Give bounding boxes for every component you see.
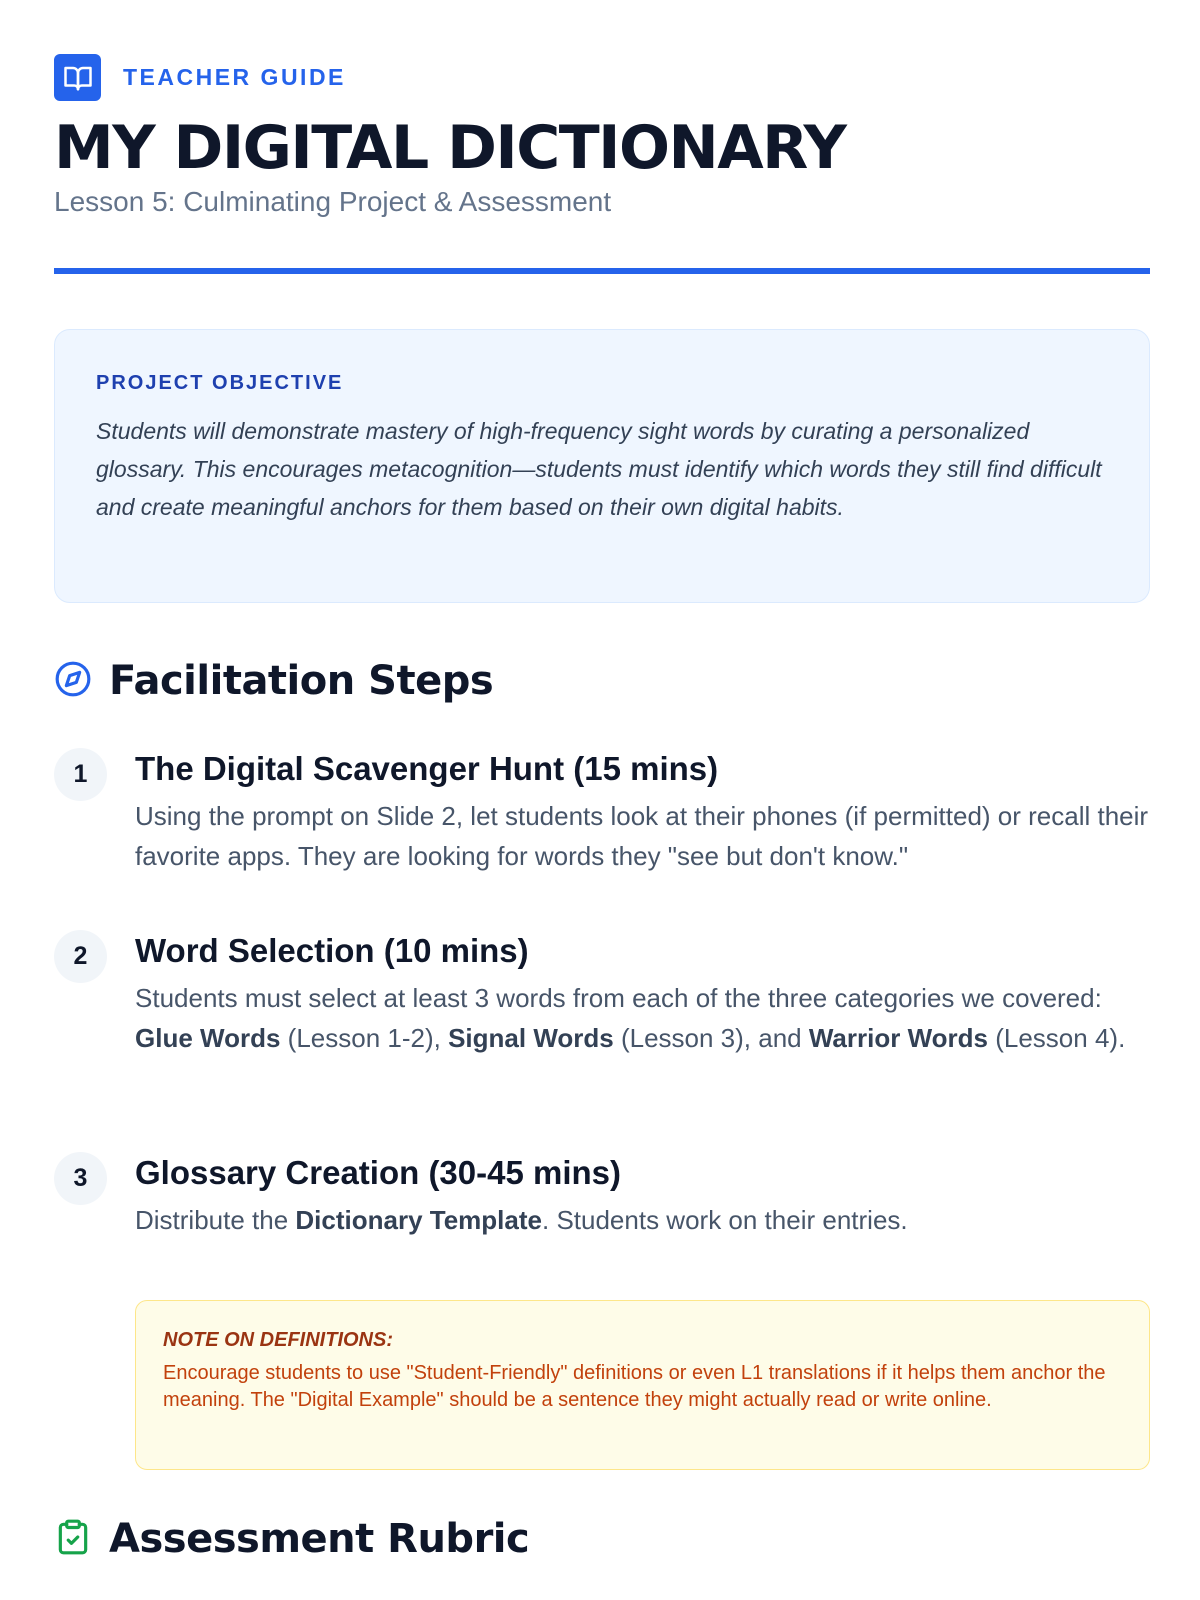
- header-divider: [54, 268, 1150, 274]
- step-description: Students must select at least 3 words from each of the three categories we covered: Glue Words (Lesson 1-2), Signal Words (Lesson 3), and Warrior Words (Lesson 4).: [135, 983, 1126, 1053]
- step-title: The Digital Scavenger Hunt (15 mins): [135, 750, 719, 787]
- objective-text: Students will demonstrate mastery of high-frequency sight words by curating a personalized glossary. This encourages metacognition—students must identify which words they still find difficult and create meaningful anchors for them based on their own digital habits.: [96, 418, 1102, 520]
- facilitation-title: Facilitation Steps: [109, 658, 494, 704]
- clipboard-check-icon: [54, 1517, 92, 1562]
- dictionary-template-term: Dictionary Template: [295, 1205, 542, 1235]
- assessment-section-header: [54, 1516, 529, 1562]
- step-number: 2: [54, 930, 107, 983]
- facilitation-section-header: [54, 658, 493, 704]
- step-description: Distribute the Dictionary Template. Students work on their entries.: [135, 1205, 908, 1235]
- note-text: Encourage students to use "Student-Friendly" definitions or even L1 translations if it helps them anchor the meaning. The "Digital Example" should be a sentence they might actually read or write online.: [163, 1362, 1106, 1411]
- definitions-note-callout: [135, 1300, 1150, 1470]
- step-title: Glossary Creation (30-45 mins): [135, 1154, 622, 1191]
- step-number: 3: [54, 1152, 107, 1205]
- glue-words-term: Glue Words: [135, 1023, 281, 1053]
- warrior-words-term: Warrior Words: [808, 1023, 988, 1053]
- guide-label: TEACHER GUIDE: [123, 64, 346, 90]
- guide-badge: [54, 54, 346, 101]
- signal-words-term: Signal Words: [448, 1023, 614, 1053]
- page-subtitle: Lesson 5: Culminating Project & Assessment: [54, 186, 612, 217]
- book-open-icon: [54, 54, 101, 101]
- note-label: NOTE ON DEFINITIONS:: [163, 1329, 393, 1351]
- assessment-title: Assessment Rubric: [109, 1516, 530, 1562]
- page-title: MY DIGITAL DICTIONARY: [54, 113, 846, 183]
- step-number: 1: [54, 748, 107, 801]
- step-title: Word Selection (10 mins): [135, 932, 529, 969]
- project-objective-card: [54, 329, 1150, 603]
- step-description: Using the prompt on Slide 2, let students look at their phones (if permitted) or recall their favorite apps. They are looking for words they "see but don't know.": [135, 801, 1149, 871]
- objective-label: PROJECT OBJECTIVE: [96, 372, 344, 394]
- compass-icon: [54, 660, 92, 703]
